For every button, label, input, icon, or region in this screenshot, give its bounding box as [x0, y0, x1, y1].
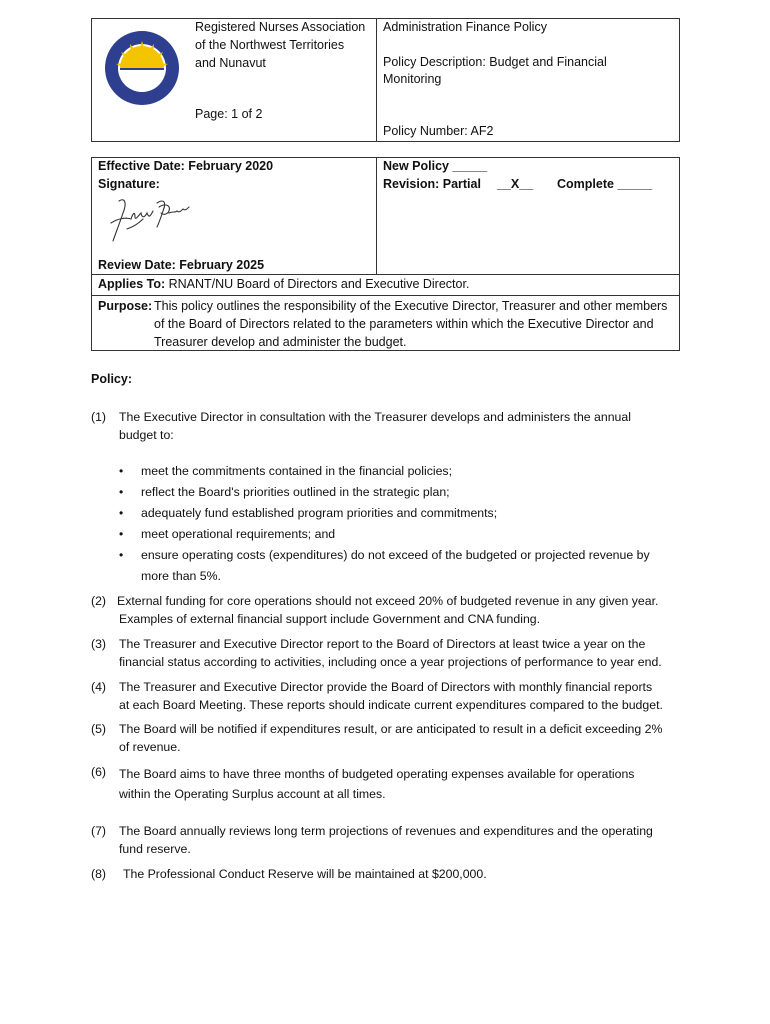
- item-line: The Executive Director in consultation with the Treasurer develops and administers the annual: [119, 410, 631, 424]
- item-number: (6): [91, 765, 107, 779]
- applies-to-label: Applies To:: [98, 277, 166, 291]
- org-name-line3: and Nunavut: [195, 56, 266, 70]
- item-text: [117, 593, 684, 628]
- item-text: [119, 679, 684, 714]
- item-line: within the Operating Surplus account at all times.: [119, 787, 386, 801]
- revision-partial-mark: __X__: [497, 177, 534, 191]
- bullet-icon: •: [119, 527, 124, 541]
- purpose-line1: This policy outlines the responsibility of the Executive Director, Treasurer and other members: [154, 299, 668, 313]
- item-line: Examples of external financial support include Government and CNA funding.: [119, 611, 541, 626]
- bullet-item: meet the commitments contained in the financial policies;: [141, 464, 452, 478]
- item-text: [123, 866, 684, 884]
- policy-description-line1: Policy Description: Budget and Financial: [383, 55, 607, 69]
- item-line: The Board will be notified if expenditures result, or are anticipated to result in a deficit exceeding 2%: [119, 722, 663, 736]
- item-number: (7): [91, 824, 107, 838]
- bullet-item: meet operational requirements; and: [141, 527, 336, 541]
- bullet-icon: •: [119, 506, 124, 520]
- page-indicator: Page: 1 of 2: [195, 107, 263, 121]
- item-number: (1): [91, 410, 107, 424]
- item-number: (3): [91, 637, 107, 651]
- purpose-line3: Treasurer develop and administer the budget.: [154, 335, 407, 349]
- bullet-item: ensure operating costs (expenditures) do not exceed of the budgeted or projected revenue by: [141, 548, 650, 562]
- item-number: (2): [91, 594, 107, 608]
- item-line: The Professional Conduct Reserve will be maintained at $200,000.: [123, 867, 487, 881]
- item-line: fund reserve.: [119, 841, 191, 856]
- policy-number: Policy Number: AF2: [383, 124, 494, 138]
- item-text: [119, 721, 684, 756]
- bullet-icon: •: [119, 464, 124, 478]
- new-policy-field: New Policy _____: [383, 159, 488, 173]
- item-text: [119, 636, 684, 671]
- meta-rule-1: [91, 274, 680, 275]
- item-line: The Board annually reviews long term projections of revenues and expenditures and the operating: [119, 824, 653, 838]
- revision-complete-field: Complete _____: [557, 177, 653, 191]
- header-divider: [376, 18, 377, 142]
- revision-label: Revision: Partial: [383, 177, 481, 191]
- purpose-line2: of the Board of Directors related to the parameters within which the Executive Director and: [154, 317, 654, 331]
- policy-title: Administration Finance Policy: [383, 20, 547, 34]
- handwritten-signature: [105, 193, 195, 245]
- item-text: [119, 823, 684, 858]
- purpose-label: Purpose:: [98, 299, 153, 313]
- review-date: Review Date: February 2025: [98, 258, 265, 272]
- item-number: (4): [91, 680, 107, 694]
- org-name-line1: Registered Nurses Association: [195, 20, 366, 34]
- item-number: (5): [91, 722, 107, 736]
- bullet-item: adequately fund established program priorities and commitments;: [141, 506, 498, 520]
- item-line: External funding for core operations should not exceed 20% of budgeted revenue in any given year.: [117, 594, 659, 608]
- item-line: budget to:: [119, 427, 174, 442]
- policy-heading: Policy:: [91, 372, 132, 386]
- item-text: [119, 409, 684, 444]
- rnant-logo: [104, 30, 180, 106]
- bullet-item: reflect the Board's priorities outlined in the strategic plan;: [141, 485, 450, 499]
- bullet-icon: •: [119, 485, 124, 499]
- effective-date: Effective Date: February 2020: [98, 159, 274, 173]
- bullet-icon: •: [119, 548, 124, 562]
- policy-description-line2: Monitoring: [383, 72, 442, 86]
- signature-label: Signature:: [98, 177, 160, 191]
- meta-rule-2: [91, 295, 680, 296]
- org-name-line2: of the Northwest Territories: [195, 38, 345, 52]
- bullet-item-continued: more than 5%.: [141, 569, 221, 583]
- item-number: (8): [91, 867, 107, 881]
- applies-to-text: RNANT/NU Board of Directors and Executive Director.: [168, 277, 470, 291]
- applies-to: [98, 276, 469, 293]
- item-line: The Treasurer and Executive Director report to the Board of Directors at least twice a year on the: [119, 637, 646, 651]
- item-line: The Treasurer and Executive Director provide the Board of Directors with monthly financial reports: [119, 680, 653, 694]
- item-line: The Board aims to have three months of budgeted operating expenses available for operations: [119, 767, 635, 781]
- item-line: of revenue.: [119, 739, 181, 754]
- item-line: at each Board Meeting. These reports should indicate current expenditures compared to the budget.: [119, 697, 663, 712]
- meta-divider: [376, 157, 377, 275]
- item-line: financial status according to activities, including once a year projections of performance to year end.: [119, 654, 662, 669]
- item-text: [119, 764, 684, 804]
